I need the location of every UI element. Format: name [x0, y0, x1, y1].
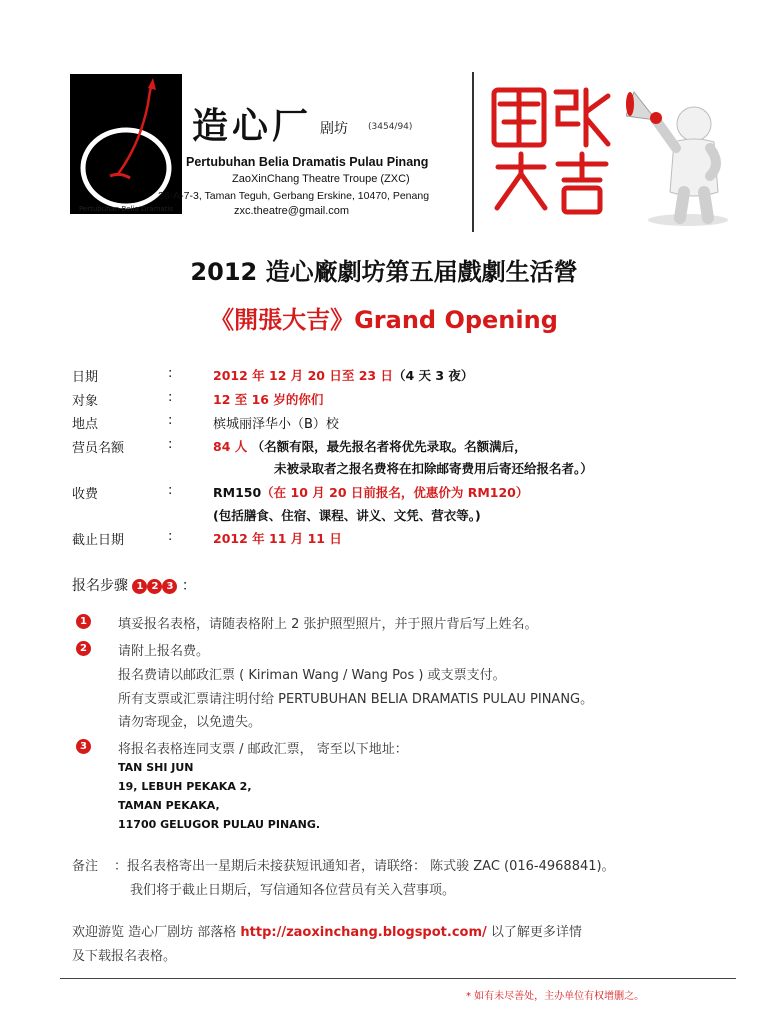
- brand-name: 造心厂: [192, 105, 313, 147]
- notes-line-2: 我们将于截止日期后，写信通知各位营员有关入营事项。: [130, 883, 456, 898]
- fee-amount: RM150: [213, 485, 262, 500]
- notes-line-1: ：报名表格寄出一星期后未接获短讯通知者，请联络： 陈式骏 ZAC (016-4968841)。: [114, 859, 615, 874]
- step-2-line-1: 请附上报名费。: [118, 644, 210, 659]
- step-2-line-4: 请勿寄现金，以免遗失。: [118, 715, 262, 730]
- target-label: 对象: [72, 394, 99, 409]
- quota-number: 84 人: [213, 439, 248, 454]
- logo-caption: Pertubuhan Belia Dramatis: [78, 205, 174, 213]
- colon: :: [168, 529, 173, 544]
- page-subtitle: 《開張大吉》Grand Opening: [210, 306, 558, 334]
- troupe-name: ZaoXinChang Theatre Troupe (ZXC): [232, 173, 410, 185]
- step-badge-2: 2: [147, 579, 162, 594]
- stamp-seal-icon: [486, 82, 616, 222]
- notes-label: 备注: [72, 859, 99, 874]
- step-3-text: 将报名表格连同支票 / 邮政汇票， 寄至以下地址：: [118, 742, 408, 757]
- step-badge-3: 3: [76, 739, 91, 754]
- footer-note: * 如有未尽善处，主办单位有权增删之。: [466, 991, 645, 1002]
- step-1-text: 填妥报名表格，请随表格附上 2 张护照型照片，并于照片背后写上姓名。: [118, 617, 538, 632]
- blog-link[interactable]: http://zaoxinchang.blogspot.com/: [240, 925, 487, 940]
- fee-discount: （在 10 月 20 日前报名，优惠价为 RM120）: [261, 485, 529, 500]
- deadline-label: 截止日期: [72, 533, 125, 548]
- blog-prefix: 欢迎游览 造心厂剧坊 部落格: [72, 925, 237, 940]
- deadline-value: 2012 年 11 月 11 日: [213, 531, 342, 546]
- organization-name: Pertubuhan Belia Dramatis Pulau Pinang: [186, 155, 429, 169]
- quota-label: 营员名额: [72, 441, 125, 456]
- mail-address-line: 11700 GELUGOR PULAU PINANG.: [118, 818, 321, 831]
- brand-registration: (3454/94): [368, 122, 413, 132]
- brand-suffix: 剧坊: [320, 121, 348, 137]
- steps-heading-colon: ：: [181, 578, 196, 594]
- blog-line-2: 及下载报名表格。: [72, 949, 177, 964]
- step-badge-2: 2: [76, 641, 91, 656]
- steps-heading: [72, 575, 196, 595]
- colon: :: [168, 483, 173, 498]
- colon: :: [168, 413, 173, 428]
- mail-address-line: 19, LEBUH PEKAKA 2,: [118, 780, 252, 793]
- quota-extra: （名额有限，最先报名者将优先录取。名额满后，: [251, 439, 527, 454]
- colon: :: [168, 366, 173, 381]
- step-badge-3: 3: [162, 579, 177, 594]
- target-value: 12 至 16 岁的你们: [213, 392, 324, 407]
- megaphone-figure-icon: [626, 80, 746, 228]
- step-badge-1: 1: [132, 579, 147, 594]
- fee-includes: (包括膳食、住宿、课程、讲义、文凭、营衣等。): [213, 508, 481, 523]
- date-value: [213, 366, 473, 384]
- steps-heading-label: 报名步骤: [72, 578, 128, 594]
- colon: :: [168, 437, 173, 452]
- organization-address: 36-A-7-3, Taman Teguh, Gerbang Erskine, 10470, Penang: [158, 190, 430, 202]
- organization-email: zxc.theatre@gmail.com: [234, 205, 350, 217]
- fee-label: 收费: [72, 487, 99, 502]
- venue-label: 地点: [72, 417, 99, 432]
- blog-invite: [72, 921, 582, 940]
- step-2-line-3: 所有支票或汇票请注明付给 PERTUBUHAN BELIA DRAMATIS PULAU PINANG。: [118, 692, 594, 707]
- blog-suffix: 以了解更多详情: [490, 925, 582, 940]
- date-label: 日期: [72, 370, 99, 385]
- venue-value: 槟城丽泽华小（B）校: [213, 417, 339, 432]
- quota-extra-line2: 未被录取者之报名费将在扣除邮寄费用后寄还给报名者。）: [274, 461, 593, 476]
- header-divider: [472, 72, 474, 232]
- page-title: 2012 造心廠劇坊第五届戲劇生活營: [190, 258, 578, 286]
- mail-address-line: TAN SHI JUN: [118, 761, 194, 774]
- footer-divider: [60, 978, 736, 979]
- mail-address-line: TAMAN PEKAKA,: [118, 799, 220, 812]
- date-range: 2012 年 12 月 20 日至 23 日: [213, 368, 393, 383]
- step-2-line-2: 报名费请以邮政汇票 ( Kiriman Wang / Wang Pos ) 或支票支付。: [118, 668, 506, 683]
- colon: :: [168, 390, 173, 405]
- fee-value: [213, 483, 528, 501]
- quota-value: [213, 437, 527, 455]
- date-extra: （4 天 3 夜）: [392, 368, 474, 383]
- step-badge-1: 1: [76, 614, 91, 629]
